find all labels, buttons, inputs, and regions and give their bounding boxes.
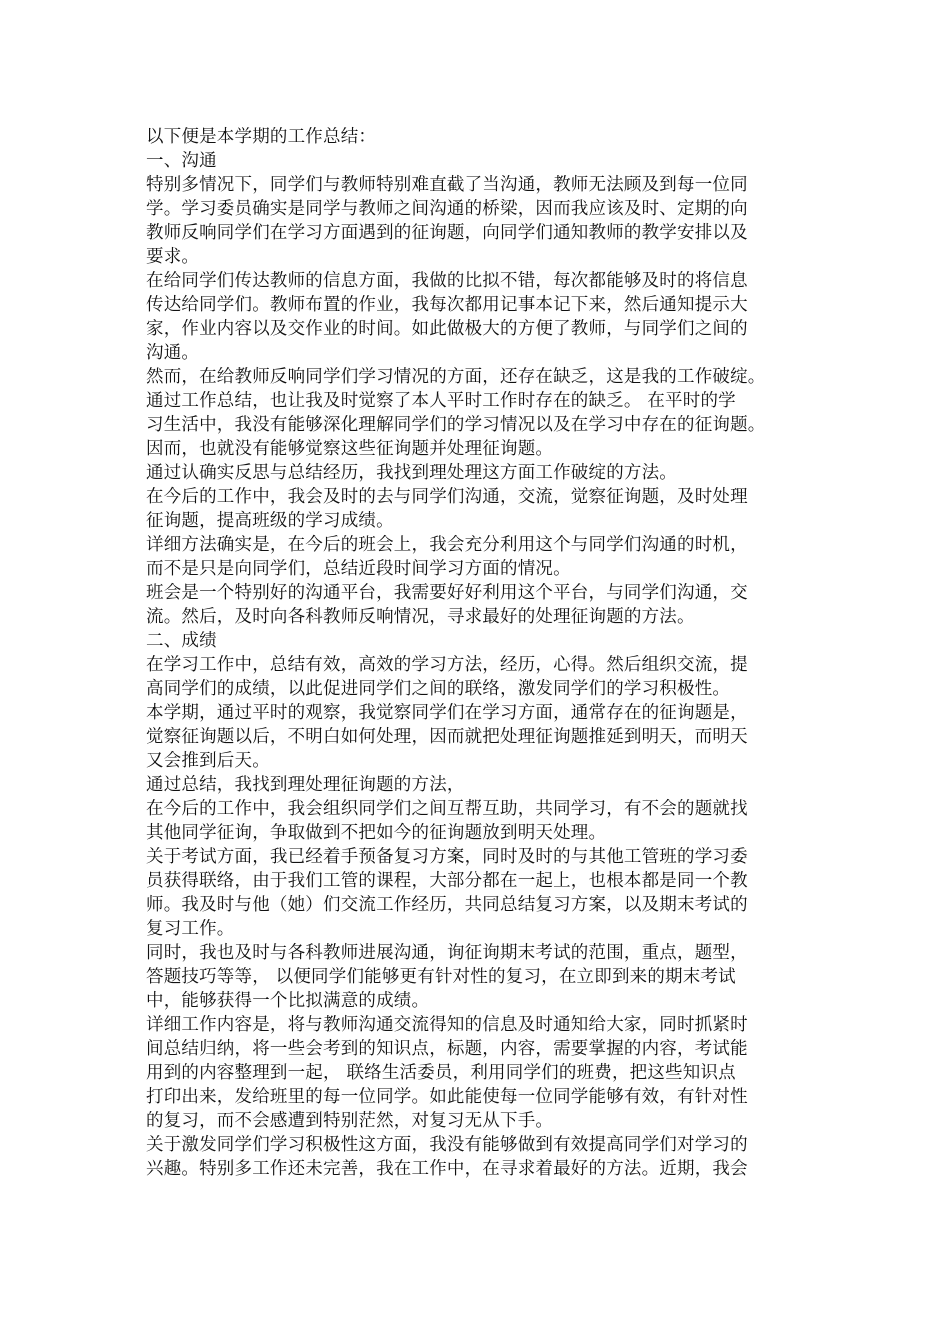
text-line: 通过工作总结，也让我及时觉察了本人平时工作时存在的缺乏。 在平时的学 <box>146 391 736 411</box>
text-line: 通过总结，我找到理处理征询题的方法， <box>146 775 465 795</box>
text-line: 流。然后，及时向各科教师反响情况，寻求最好的处理征询题的方法。 <box>146 607 695 627</box>
text-line: 然而，在给教师反响同学们学习情况的方面，还存在缺乏，这是我的工作破绽。 <box>146 367 766 387</box>
text-line: 以下便是本学期的工作总结： <box>146 127 377 147</box>
text-line: 关于激发同学们学习积极性这方面，我没有能够做到有效提高同学们对学习的 <box>146 1135 748 1155</box>
text-line: 间总结归纳，将一些会考到的知识点，标题，内容，需要掌握的内容，考试能 <box>146 1039 748 1059</box>
text-line: 家，作业内容以及交作业的时间。如此做极大的方便了教师，与同学们之间的 <box>146 319 748 339</box>
text-line: 特别多情况下，同学们与教师特别难直截了当沟通，教师无法顾及到每一位同 <box>146 175 748 195</box>
text-line: 在今后的工作中，我会组织同学们之间互帮互助，共同学习，有不会的题就找 <box>146 799 748 819</box>
text-line: 本学期，通过平时的观察，我觉察同学们在学习方面，通常存在的征询题是， <box>146 703 748 723</box>
text-line: 传达给同学们。教师布置的作业，我每次都用记事本记下来，然后通知提示大 <box>146 295 748 315</box>
text-line: 习生活中，我没有能够深化理解同学们的学习情况以及在学习中存在的征询题。 <box>146 415 766 435</box>
text-line: 师。我及时与他（她）们交流工作经历，共同总结复习方案，以及期末考试的 <box>146 895 748 915</box>
text-line: 关于考试方面，我已经着手预备复习方案，同时及时的与其他工管班的学习委 <box>146 847 748 867</box>
text-line: 详细工作内容是，将与教师沟通交流得知的信息及时通知给大家，同时抓紧时 <box>146 1015 748 1035</box>
text-line: 沟通。 <box>146 343 200 363</box>
text-line: 中，能够获得一个比拟满意的成绩。 <box>146 991 430 1011</box>
text-line: 兴趣。特别多工作还未完善，我在工作中，在寻求着最好的方法。近期，我会 <box>146 1159 748 1179</box>
text-line: 而不是只是向同学们，总结近段时间学习方面的情况。 <box>146 559 571 579</box>
text-line: 征询题，提高班级的学习成绩。 <box>146 511 394 531</box>
text-line: 教师反响同学们在学习方面遇到的征询题，向同学们通知教师的教学安排以及 <box>146 223 748 243</box>
text-line: 觉察征询题以后，不明白如何处理，因而就把处理征询题推延到明天，而明天 <box>146 727 748 747</box>
text-line: 同时，我也及时与各科教师进展沟通，询征询期末考试的范围，重点，题型， <box>146 943 748 963</box>
text-line: 在今后的工作中，我会及时的去与同学们沟通，交流，觉察征询题，及时处理 <box>146 487 748 507</box>
text-line: 又会推到后天。 <box>146 751 270 771</box>
text-line: 详细方法确实是，在今后的班会上，我会充分利用这个与同学们沟通的时机， <box>146 535 748 555</box>
text-line: 其他同学征询，争取做到不把如今的征询题放到明天处理。 <box>146 823 607 843</box>
text-line: 班会是一个特别好的沟通平台，我需要好好利用这个平台，与同学们沟通，交 <box>146 583 748 603</box>
text-line: 在给同学们传达教师的信息方面，我做的比拟不错，每次都能够及时的将信息 <box>146 271 748 291</box>
text-line: 要求。 <box>146 247 200 267</box>
text-line: 打印出来，发给班里的每一位同学。如此能使每一位同学能够有效，有针对性 <box>146 1087 748 1107</box>
text-line: 在学习工作中，总结有效，高效的学习方法，经历，心得。然后组织交流，提 <box>146 655 748 675</box>
section-heading: 二、成绩 <box>146 631 217 651</box>
text-line: 因而，也就没有能够觉察这些征询题并处理征询题。 <box>146 439 554 459</box>
text-line: 的复习，而不会感遭到特别茫然，对复习无从下手。 <box>146 1111 554 1131</box>
document-body <box>146 125 806 1181</box>
text-line: 高同学们的成绩，以此促进同学们之间的联络，激发同学们的学习积极性。 <box>146 679 731 699</box>
text-line: 员获得联络，由于我们工管的课程，大部分都在一起上，也根本都是同一个教 <box>146 871 748 891</box>
text-line: 学。学习委员确实是同学与教师之间沟通的桥梁，因而我应该及时、定期的向 <box>146 199 748 219</box>
text-line: 通过认确实反思与总结经历，我找到理处理这方面工作破绽的方法。 <box>146 463 677 483</box>
text-line: 复习工作。 <box>146 919 235 939</box>
text-line: 答题技巧等等， 以便同学们能够更有针对性的复习，在立即到来的期末考试 <box>146 967 736 987</box>
section-heading: 一、沟通 <box>146 151 217 171</box>
text-line: 用到的内容整理到一起， 联络生活委员，利用同学们的班费，把这些知识点 <box>146 1063 736 1083</box>
